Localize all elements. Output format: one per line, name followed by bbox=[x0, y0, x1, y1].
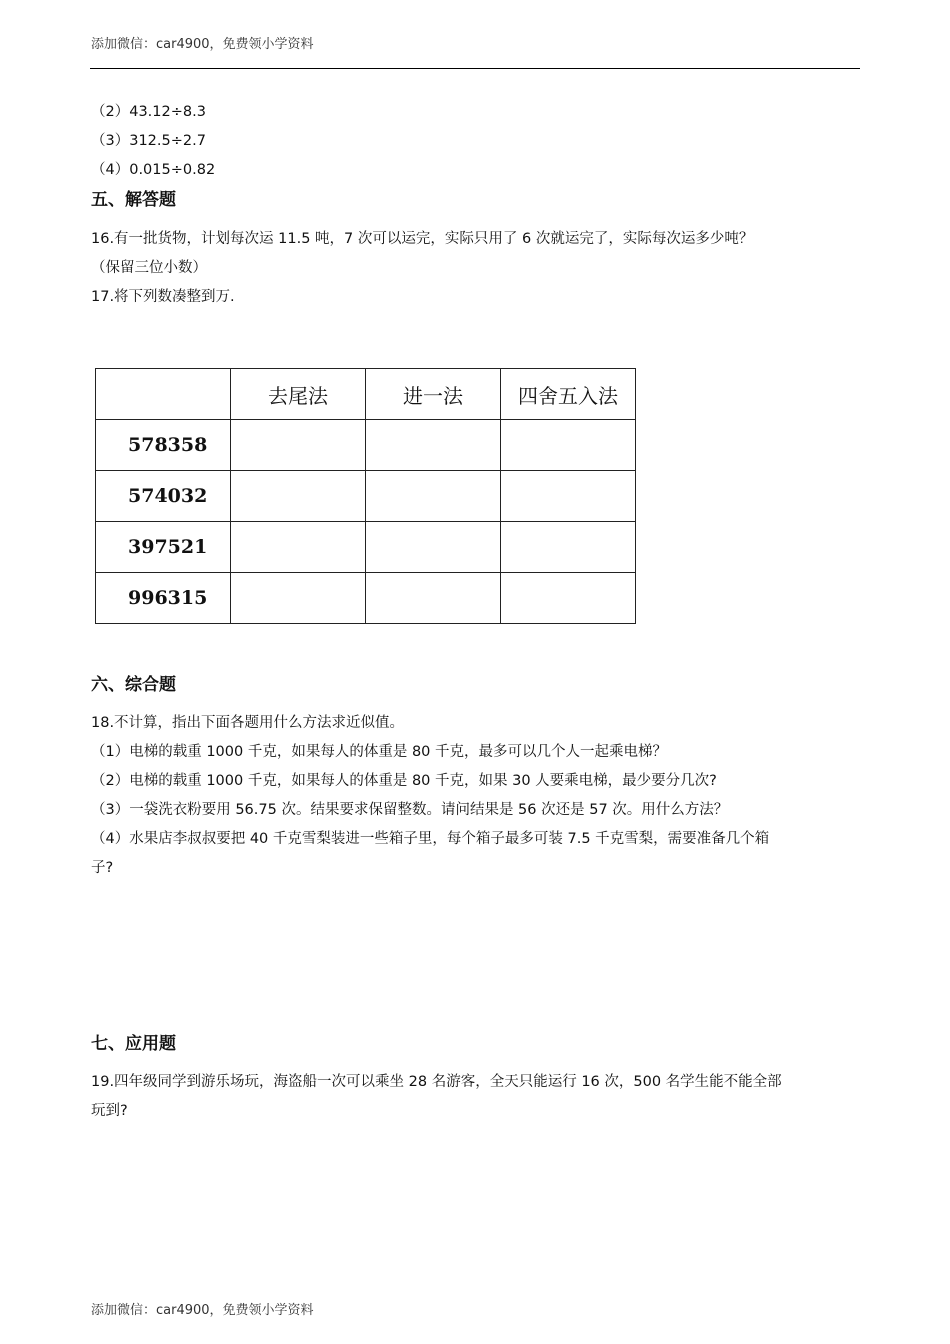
question-19-line-2: 玩到? bbox=[91, 1103, 128, 1119]
question-19-line-1: 19.四年级同学到游乐场玩，海盗船一次可以乘坐 28 名游客，全天只能运行 16 次，500 名学生能不能全部 bbox=[91, 1074, 782, 1090]
table-header-cell: 四舍五入法 bbox=[501, 369, 636, 420]
header-note: 添加微信：car4900，免费领小学资料 bbox=[91, 37, 314, 52]
section-6-title: 六、综合题 bbox=[91, 675, 176, 695]
table-answer-cell bbox=[231, 522, 366, 573]
section-7-title: 七、应用题 bbox=[91, 1034, 176, 1054]
table-row bbox=[96, 522, 636, 573]
rounding-table bbox=[95, 368, 636, 624]
table-answer-cell bbox=[231, 420, 366, 471]
section-5-title: 五、解答题 bbox=[91, 190, 176, 210]
question-16-line-2: （保留三位小数） bbox=[91, 260, 207, 276]
table-answer-cell bbox=[366, 471, 501, 522]
table-answer-cell bbox=[501, 522, 636, 573]
table-number-cell: 996315 bbox=[96, 573, 231, 624]
table-answer-cell bbox=[366, 573, 501, 624]
table-row bbox=[96, 420, 636, 471]
table-header-cell: 进一法 bbox=[366, 369, 501, 420]
question-16-line-1: 16.有一批货物，计划每次运 11.5 吨，7 次可以运完，实际只用了 6 次就运完了，实际每次运多少吨？ bbox=[91, 231, 754, 247]
table-row bbox=[96, 471, 636, 522]
table-row bbox=[96, 573, 636, 624]
table-answer-cell bbox=[231, 573, 366, 624]
table-number-cell: 578358 bbox=[96, 420, 231, 471]
header-divider bbox=[90, 68, 860, 69]
table-answer-cell bbox=[501, 471, 636, 522]
table-header-cell bbox=[96, 369, 231, 420]
table-answer-cell bbox=[366, 420, 501, 471]
question-18-item-2: （2）电梯的载重 1000 千克，如果每人的体重是 80 千克，如果 30 人要乘电梯，最少要分几次? bbox=[91, 773, 717, 789]
question-18-item-1: （1）电梯的载重 1000 千克，如果每人的体重是 80 千克，最多可以几个人一起乘电梯？ bbox=[91, 744, 668, 760]
table-number-cell: 574032 bbox=[96, 471, 231, 522]
table-header-cell: 去尾法 bbox=[231, 369, 366, 420]
exercise-item-3: （3）312.5÷2.7 bbox=[91, 133, 206, 149]
exercise-item-4: （4）0.015÷0.82 bbox=[91, 162, 216, 178]
table-answer-cell bbox=[366, 522, 501, 573]
question-18-item-4-line-1: （4）水果店李叔叔要把 40 千克雪梨装进一些箱子里，每个箱子最多可装 7.5 千克雪梨，需要准备几个箱 bbox=[91, 831, 770, 847]
table-answer-cell bbox=[501, 420, 636, 471]
question-18-item-3: （3）一袋洗衣粉要用 56.75 次。结果要求保留整数。请问结果是 56 次还是 57 次。用什么方法？ bbox=[91, 802, 729, 818]
exercise-item-2: （2）43.12÷8.3 bbox=[91, 104, 206, 120]
footer-note: 添加微信：car4900，免费领小学资料 bbox=[91, 1303, 314, 1318]
table-header-row bbox=[96, 369, 636, 420]
question-18-item-4-line-2: 子? bbox=[91, 860, 114, 876]
table-answer-cell bbox=[501, 573, 636, 624]
question-17: 17.将下列数凑整到万. bbox=[91, 289, 235, 305]
question-18: 18.不计算，指出下面各题用什么方法求近似值。 bbox=[91, 715, 405, 731]
table-number-cell: 397521 bbox=[96, 522, 231, 573]
table-answer-cell bbox=[231, 471, 366, 522]
